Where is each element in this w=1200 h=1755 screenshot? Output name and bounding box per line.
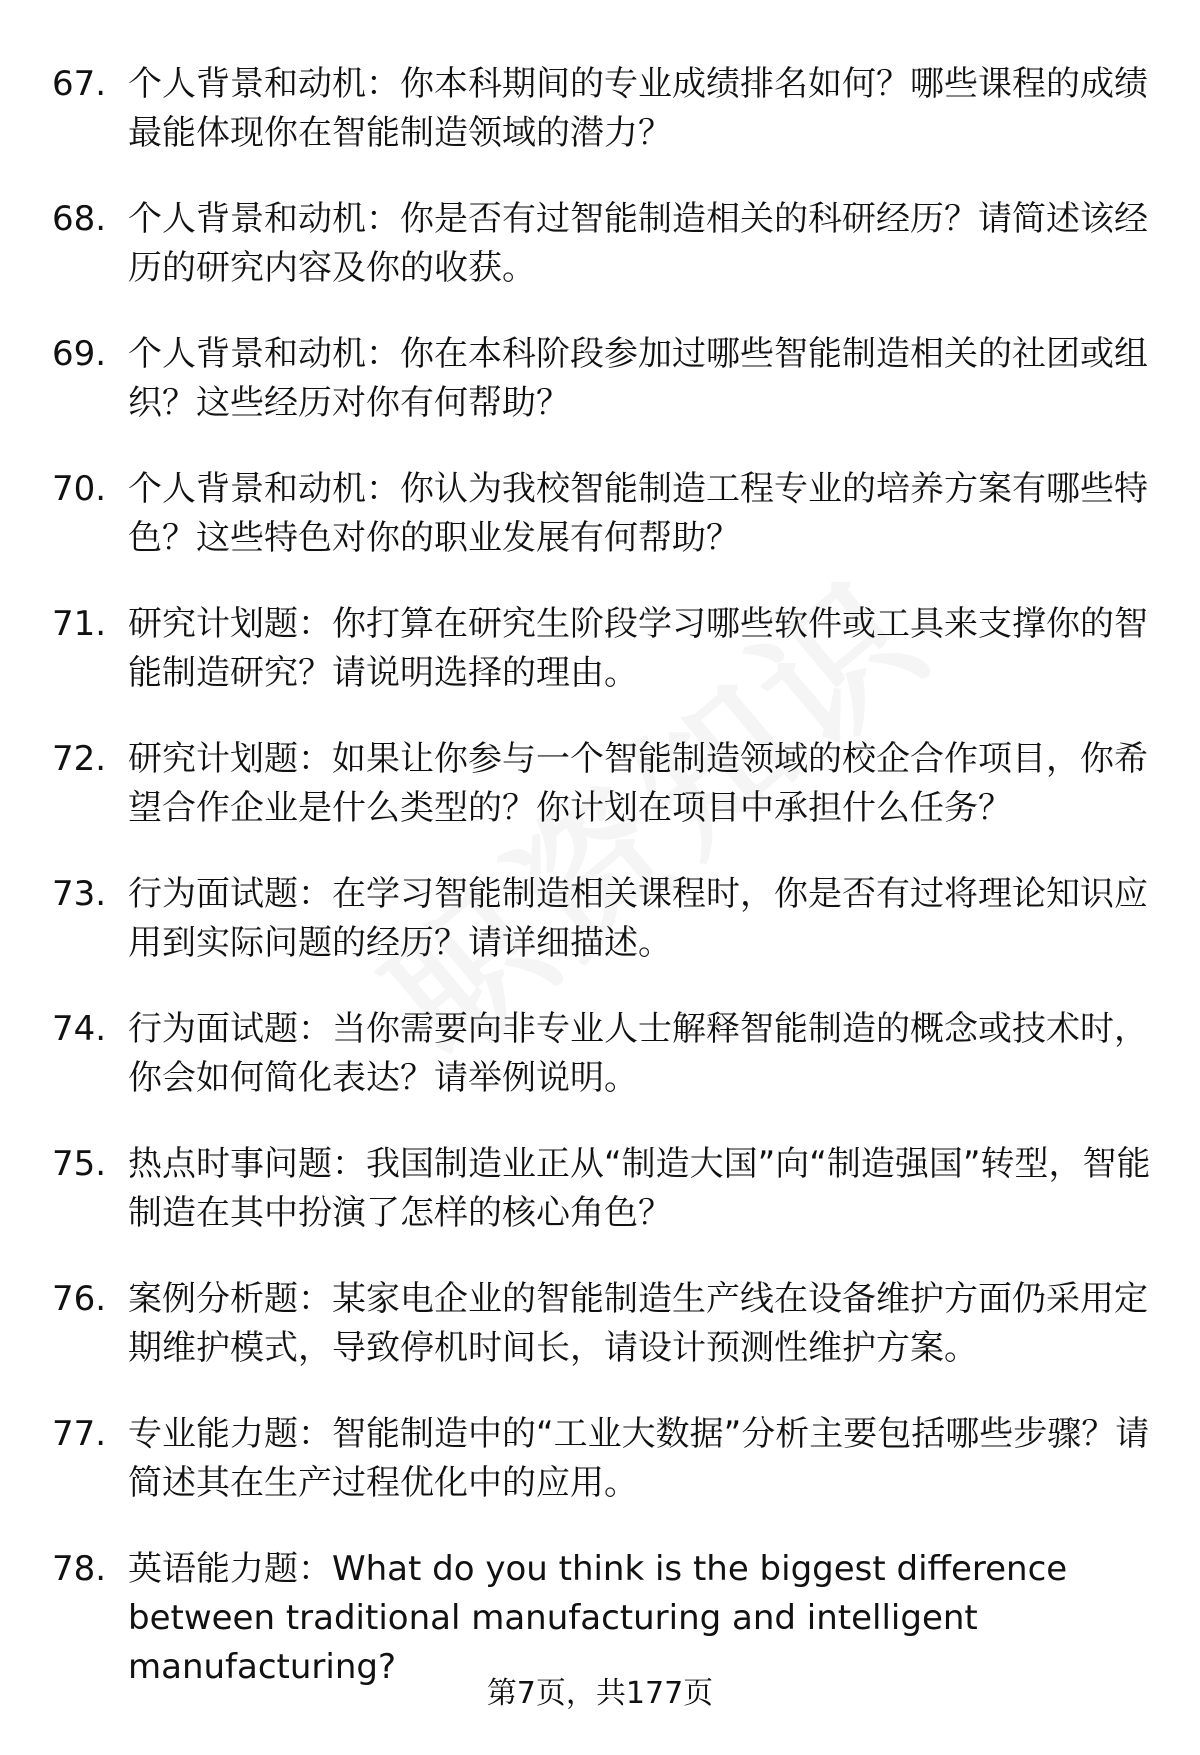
question-item [52,1140,1152,1238]
question-item [52,330,1152,428]
question-text: 英语能力题：What do you think is the biggest difference between traditional manufacturing and intelligent manufacturing? [128,1549,1068,1687]
question-item [52,735,1152,833]
question-number: 73. [52,874,107,914]
question-text: 热点时事问题：我国制造业正从“制造大国”向“制造强国”转型，智能制造在其中扮演了怎样的核心角色？ [128,1144,1151,1233]
question-text: 研究计划题：如果让你参与一个智能制造领域的校企合作项目，你希望合作企业是什么类型的？你计划在项目中承担什么任务？ [128,739,1148,828]
question-item [52,465,1152,563]
question-text: 个人背景和动机：你是否有过智能制造相关的科研经历？请简述该经历的研究内容及你的收获。 [128,199,1148,288]
question-item [52,870,1152,968]
question-text: 个人背景和动机：你认为我校智能制造工程专业的培养方案有哪些特色？这些特色对你的职业发展有何帮助？ [128,469,1148,558]
question-number: 76. [52,1279,107,1319]
question-item [52,600,1152,698]
question-item [52,1545,1152,1692]
question-list [52,60,1152,1729]
question-number: 74. [52,1009,107,1049]
question-number: 70. [52,469,107,509]
question-text: 个人背景和动机：你在本科阶段参加过哪些智能制造相关的社团或组织？这些经历对你有何帮助？ [128,334,1148,423]
question-number: 68. [52,199,107,239]
question-text: 研究计划题：你打算在研究生阶段学习哪些软件或工具来支撑你的智能制造研究？请说明选择的理由。 [128,604,1148,693]
question-number: 75. [52,1144,107,1184]
question-number: 72. [52,739,107,779]
question-number: 67. [52,64,107,104]
question-text: 案例分析题：某家电企业的智能制造生产线在设备维护方面仍采用定期维护模式，导致停机时间长，请设计预测性维护方案。 [128,1279,1148,1368]
question-number: 69. [52,334,107,374]
question-item [52,1005,1152,1103]
question-item [52,1275,1152,1373]
question-number: 77. [52,1414,107,1454]
question-number: 71. [52,604,107,644]
question-item [52,195,1152,293]
question-text: 个人背景和动机：你本科期间的专业成绩排名如何？哪些课程的成绩最能体现你在智能制造领域的潜力？ [128,64,1148,153]
question-item [52,60,1152,158]
question-text: 行为面试题：在学习智能制造相关课程时，你是否有过将理论知识应用到实际问题的经历？请详细描述。 [128,874,1148,963]
question-item [52,1410,1152,1508]
question-number: 78. [52,1549,107,1589]
question-text: 行为面试题：当你需要向非专业人士解释智能制造的概念或技术时，你会如何简化表达？请举例说明。 [128,1009,1148,1098]
page-indicator: 第7页，共177页 [486,1676,714,1711]
question-text: 专业能力题：智能制造中的“工业大数据”分析主要包括哪些步骤？请简述其在生产过程优化中的应用。 [128,1414,1150,1503]
